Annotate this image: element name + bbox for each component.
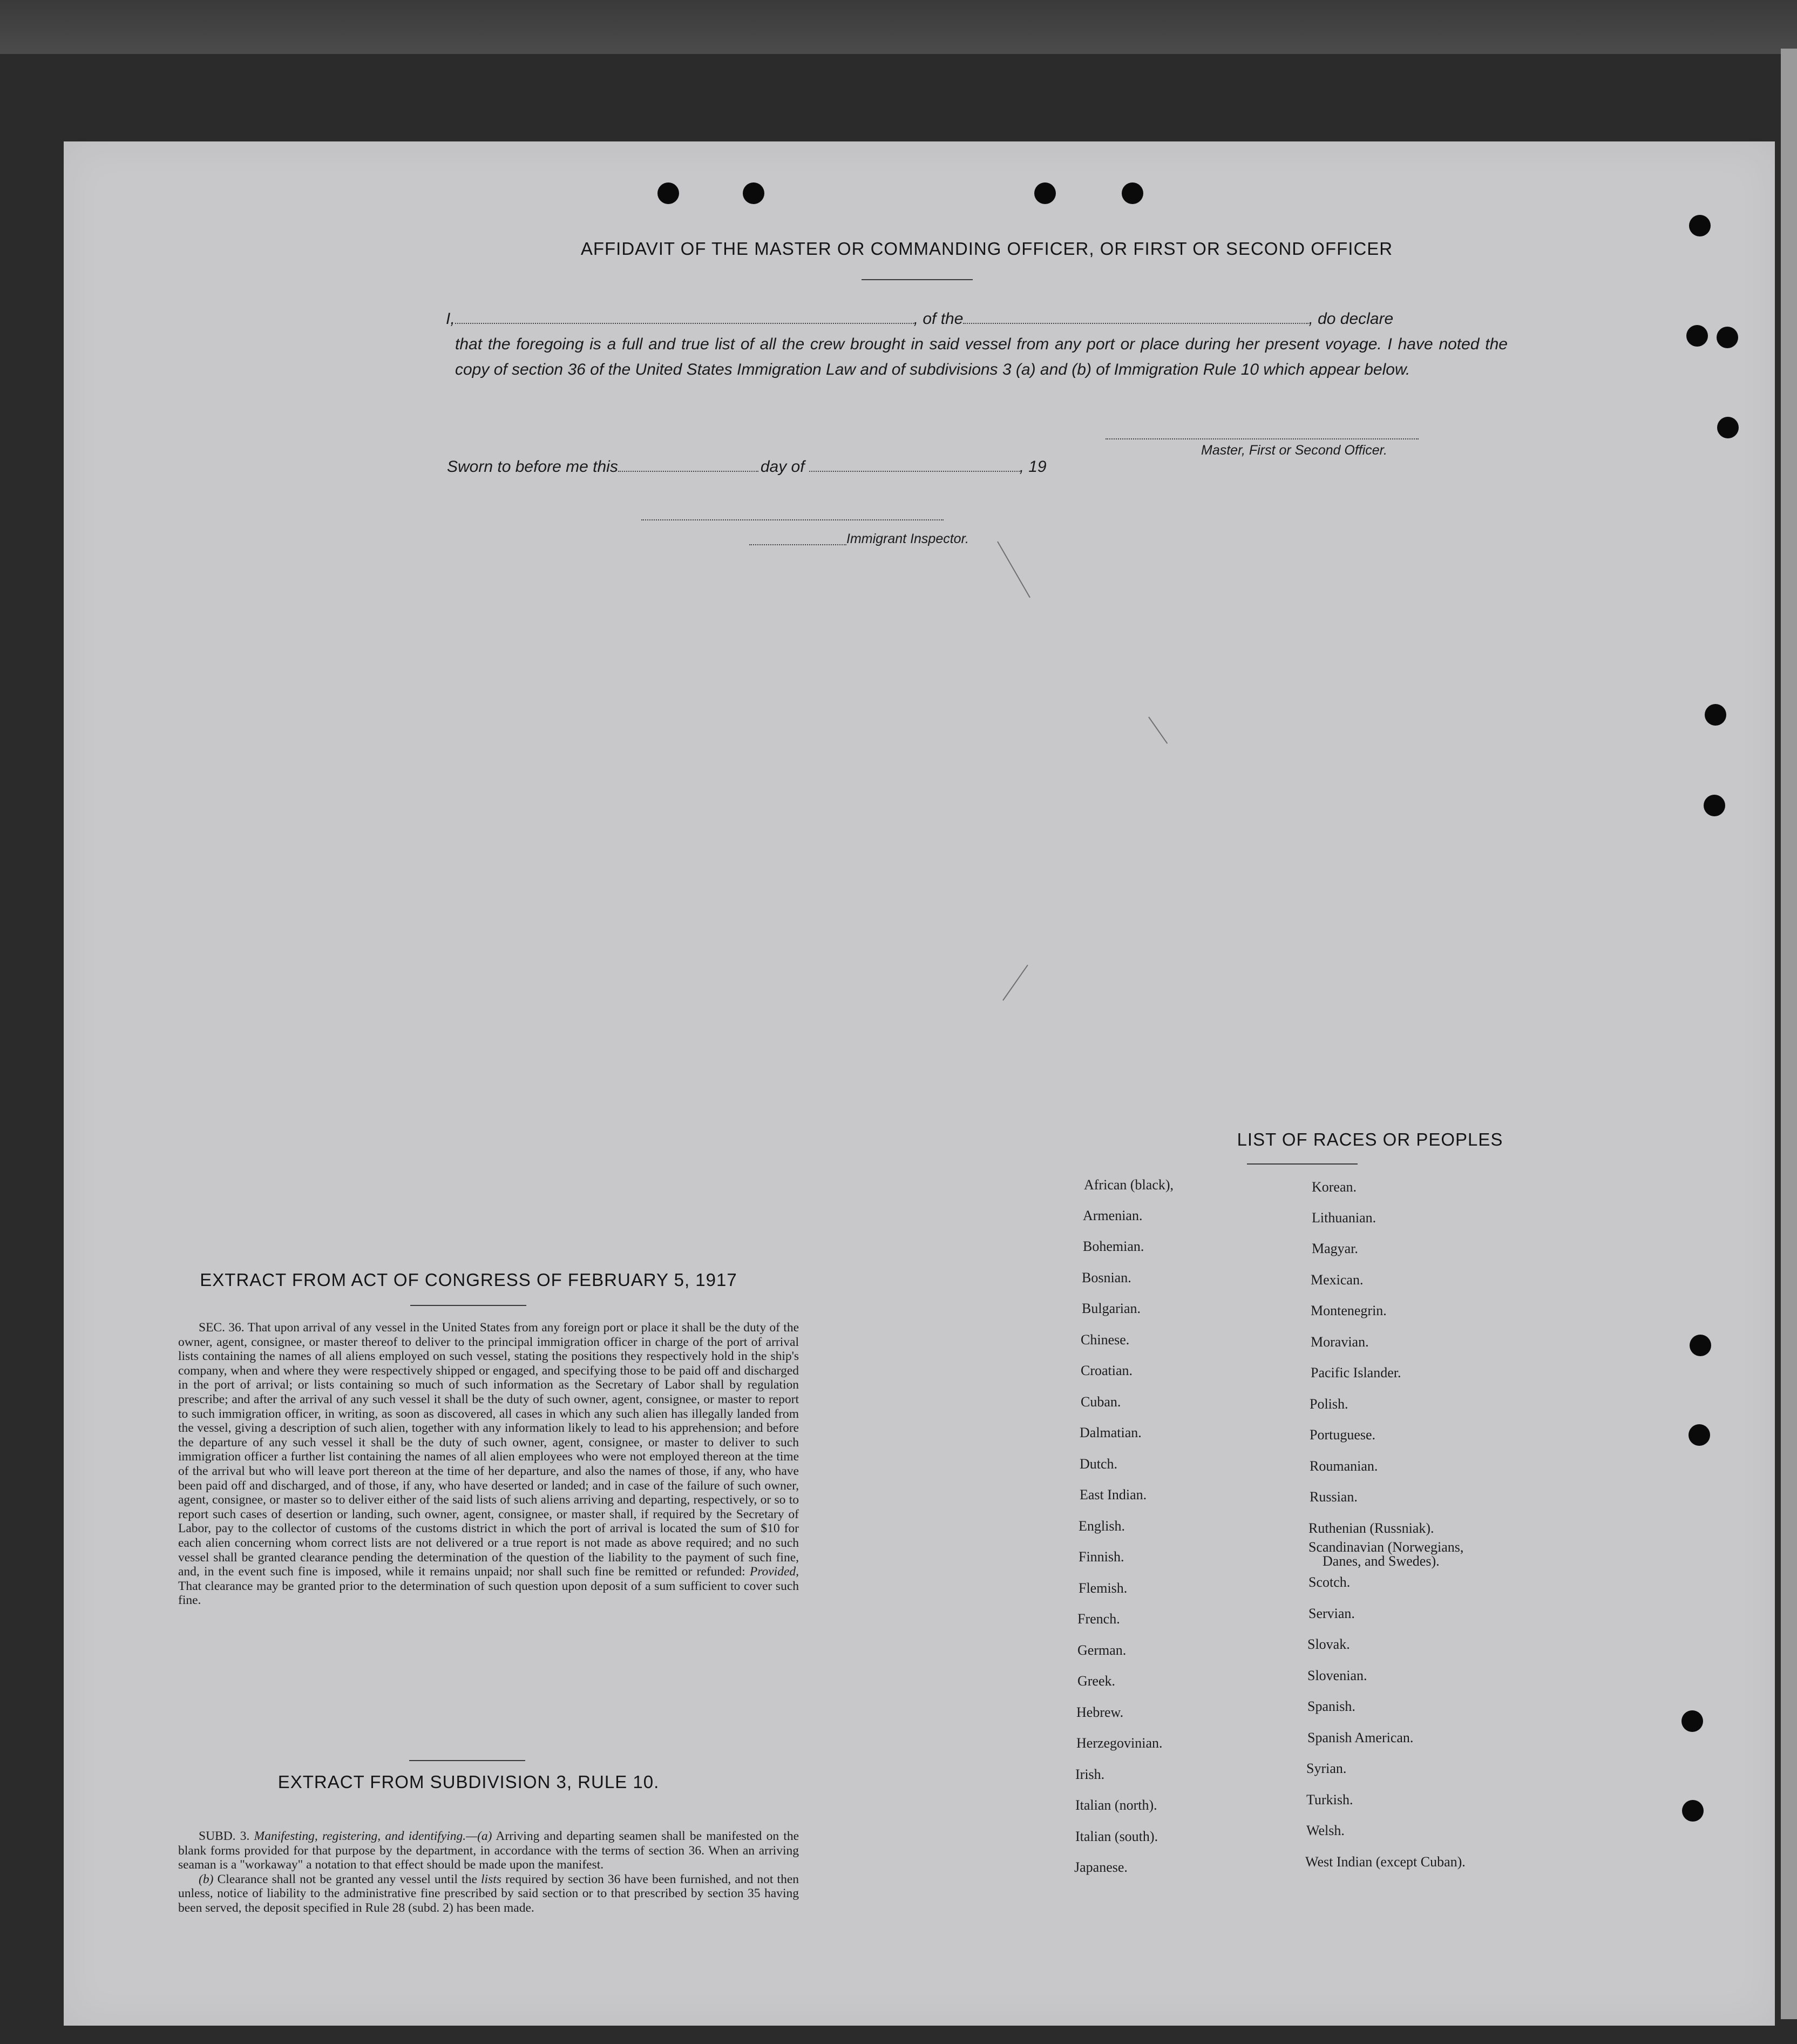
race-item: Bosnian. bbox=[1082, 1270, 1131, 1285]
act-title-rule bbox=[410, 1305, 526, 1306]
master-signature-field[interactable] bbox=[1106, 437, 1419, 439]
para-a-marker: —(a) bbox=[466, 1829, 492, 1843]
declaration-line bbox=[446, 309, 1393, 328]
month-field[interactable] bbox=[809, 457, 1020, 472]
race-item: Hebrew. bbox=[1076, 1704, 1124, 1720]
scan-border-top bbox=[0, 0, 1797, 54]
para-a: Arriving and departing seamen shall be manifested on the blank forms provided for that purpose by the department, in accordance with the terms of section 36. When an arriving seaman is a "workaway" a notation to that effect should be made upon the manifest. bbox=[178, 1829, 799, 1872]
sec-label: SEC. 36. bbox=[199, 1321, 245, 1335]
title-rule bbox=[862, 279, 973, 280]
binder-hole bbox=[1122, 182, 1143, 204]
subd-label: SUBD. 3. bbox=[199, 1829, 250, 1843]
race-item: Cuban. bbox=[1081, 1394, 1121, 1410]
race-item: Scandinavian (Norwegians, bbox=[1308, 1539, 1464, 1555]
race-item: Armenian. bbox=[1083, 1208, 1143, 1223]
para-b-1: Clearance shall not be granted any vessel until the bbox=[217, 1872, 477, 1886]
binder-hole bbox=[1717, 327, 1738, 348]
binder-hole bbox=[657, 182, 679, 204]
race-item: Roumanian. bbox=[1310, 1458, 1378, 1474]
binder-hole bbox=[1717, 417, 1739, 438]
race-item: French. bbox=[1077, 1611, 1120, 1627]
race-item: Croatian. bbox=[1081, 1363, 1133, 1378]
race-item: Polish. bbox=[1310, 1396, 1348, 1412]
race-item: Scotch. bbox=[1308, 1574, 1351, 1590]
sworn-line bbox=[447, 457, 1047, 476]
race-item: Finnish. bbox=[1079, 1549, 1124, 1565]
race-item: Slovak. bbox=[1307, 1636, 1350, 1652]
races-title: LIST OF RACES OR PEOPLES bbox=[1237, 1129, 1503, 1149]
sworn-prefix: Sworn to before me this bbox=[447, 458, 618, 476]
race-item: Korean. bbox=[1312, 1179, 1357, 1195]
race-item: Irish. bbox=[1075, 1766, 1105, 1782]
rule-extract-body bbox=[178, 1829, 799, 1916]
race-item: Servian. bbox=[1308, 1606, 1355, 1621]
name-field[interactable] bbox=[455, 309, 914, 324]
race-item: Flemish. bbox=[1079, 1580, 1128, 1596]
para-b-2: required by section 36 have been furnished, and not then unless, notice of liability to the administrative fine prescribed by said section or to that prescribed by section 35 having been served, the deposit specified in Rule 28 (subd. 2) has been made. bbox=[178, 1872, 799, 1915]
race-item: Italian (north). bbox=[1075, 1797, 1157, 1813]
sec-body-1: That upon arrival of any vessel in the United States from any foreign port or place it shall be the duty of the owner, agent, consignee, or master thereof to deliver to the principal immigration officer in charge of the port of arrival lists containing the names of all aliens employed on such vessel, stating the positions they respectively hold in the ship's company, when and where they were respectively shipped or engaged, and specifying those to be paid off and discharged in the port of arrival; or lists containing so much of such information as the Secretary of Labor shall by regulation prescribe; and after the arrival of any such vessel it shall be the duty of such owner, agent, consignee, or master to report to such immigration officer, in writing, as soon as discovered, all cases in which any such alien has illegally landed from the vessel, giving a description of such alien, together with any information likely to lead to his apprehension; and before the departure of any such vessel it shall be the duty of such owner, agent, consignee, or master to deliver to such immigration officer a further list containing the names of all alien employees who were not employed thereon at the time of the arrival but who will leave port thereon at the time of her departure, and also the names of those, if any, who have been paid off and discharged, and of those, if any, who have deserted or landed; and in case of the failure of such owner, agent, consignee, or master so to deliver either of the said lists of such aliens arriving and departing, respectively, or so to report such cases of desertion or landing, such owner, agent, consignee, or master shall, if required by the Secretary of Labor, pay to the collector of customs of the customs district in which the port of arrival is located the sum of $10 for each alien concerning whom correct lists are not delivered or a true report is not made as above required; and no such vessel shall be granted clearance pending the determination of the question of the liability to the payment of such fine, and, in the event such fine is imposed, while it remains unpaid; nor shall such fine be remitted or refunded: bbox=[178, 1321, 799, 1579]
para-b-marker: (b) bbox=[199, 1872, 214, 1886]
scan-mark bbox=[1148, 716, 1168, 743]
affidavit-title: AFFIDAVIT OF THE MASTER OR COMMANDING OFFICER, OR FIRST OR SECOND OFFICER bbox=[580, 239, 1393, 259]
race-item: Slovenian. bbox=[1307, 1668, 1367, 1683]
race-item: Ruthenian (Russniak). bbox=[1308, 1520, 1434, 1536]
inspector-signature-field[interactable] bbox=[641, 518, 944, 520]
act-extract-body bbox=[178, 1321, 799, 1608]
race-item: English. bbox=[1079, 1518, 1125, 1534]
race-item: East Indian. bbox=[1080, 1487, 1147, 1502]
rule-extract-title: EXTRACT FROM SUBDIVISION 3, RULE 10. bbox=[277, 1772, 660, 1792]
binder-hole bbox=[743, 182, 764, 204]
race-item: Danes, and Swedes). bbox=[1323, 1553, 1440, 1569]
scan-border-right bbox=[1781, 49, 1797, 2019]
race-item: Chinese. bbox=[1081, 1332, 1130, 1348]
binder-hole bbox=[1689, 215, 1711, 236]
race-item: Syrian. bbox=[1306, 1761, 1347, 1776]
race-item: West Indian (except Cuban). bbox=[1305, 1854, 1466, 1870]
document-page bbox=[64, 141, 1775, 2026]
race-item: Mexican. bbox=[1311, 1272, 1364, 1288]
binder-hole bbox=[1682, 1800, 1704, 1822]
provided-term: Provided, bbox=[749, 1565, 799, 1579]
binder-hole bbox=[1690, 1335, 1711, 1356]
race-item: Portuguese. bbox=[1310, 1427, 1376, 1443]
vessel-field[interactable] bbox=[963, 309, 1308, 324]
race-item: Herzegovinian. bbox=[1076, 1735, 1163, 1751]
affidavit-statement: that the foregoing is a full and true list of all the crew brought in said vessel from any port or place during her present voyage. I have noted the copy of section 36 of the United States Immigration Law and of subdivisions 3 (a) and (b) of Immigration Rule 10 which appear below. bbox=[455, 335, 1508, 378]
day-field[interactable] bbox=[618, 457, 758, 472]
act-extract-title: EXTRACT FROM ACT OF CONGRESS OF FEBRUARY 5, 1917 bbox=[200, 1270, 737, 1290]
race-item: German. bbox=[1077, 1642, 1127, 1658]
race-item: Montenegrin. bbox=[1311, 1303, 1387, 1318]
subd-title: Manifesting, registering, and identifying. bbox=[254, 1829, 466, 1843]
sworn-year: , 19 bbox=[1019, 458, 1047, 476]
rule-title-rule bbox=[409, 1760, 525, 1761]
sec-body-2: That clearance may be granted prior to the determination of such question upon deposit of a sum sufficient to cover such fine. bbox=[178, 1579, 799, 1608]
race-item: Moravian. bbox=[1311, 1334, 1369, 1350]
race-item: Dutch. bbox=[1080, 1456, 1118, 1472]
race-item: Dalmatian. bbox=[1080, 1425, 1142, 1440]
race-item: Bulgarian. bbox=[1082, 1301, 1141, 1316]
race-item: Bohemian. bbox=[1083, 1238, 1144, 1254]
scan-mark bbox=[997, 542, 1030, 598]
race-item: Italian (south). bbox=[1075, 1829, 1158, 1844]
race-item: African (black), bbox=[1084, 1177, 1174, 1193]
master-signature-label: Master, First or Second Officer. bbox=[1201, 443, 1388, 458]
label-do-declare: , do declare bbox=[1308, 310, 1394, 328]
race-item: Magyar. bbox=[1312, 1241, 1358, 1256]
binder-hole bbox=[1686, 325, 1708, 347]
binder-hole bbox=[1034, 182, 1056, 204]
para-b-lists: lists bbox=[481, 1872, 501, 1886]
race-item: Spanish American. bbox=[1307, 1730, 1414, 1745]
binder-hole bbox=[1688, 1424, 1710, 1446]
race-item: Greek. bbox=[1077, 1673, 1116, 1689]
race-item: Spanish. bbox=[1307, 1698, 1355, 1714]
binder-hole bbox=[1681, 1710, 1703, 1732]
race-item: Turkish. bbox=[1306, 1792, 1353, 1808]
races-title-rule bbox=[1247, 1163, 1358, 1165]
scan-mark bbox=[1002, 965, 1028, 1001]
race-item: Japanese. bbox=[1074, 1859, 1128, 1875]
race-item: Lithuanian. bbox=[1312, 1210, 1376, 1226]
sworn-day-of: day of bbox=[760, 458, 805, 476]
inspector-signature-field-2[interactable] bbox=[749, 543, 846, 545]
race-item: Pacific Islander. bbox=[1311, 1365, 1401, 1380]
binder-hole bbox=[1704, 795, 1725, 816]
inspector-label: Immigrant Inspector. bbox=[846, 531, 969, 546]
race-item: Russian. bbox=[1310, 1489, 1358, 1505]
label-i: I, bbox=[446, 310, 455, 328]
binder-hole bbox=[1705, 704, 1726, 726]
race-item: Welsh. bbox=[1306, 1823, 1345, 1838]
label-of-the: , of the bbox=[913, 310, 964, 328]
